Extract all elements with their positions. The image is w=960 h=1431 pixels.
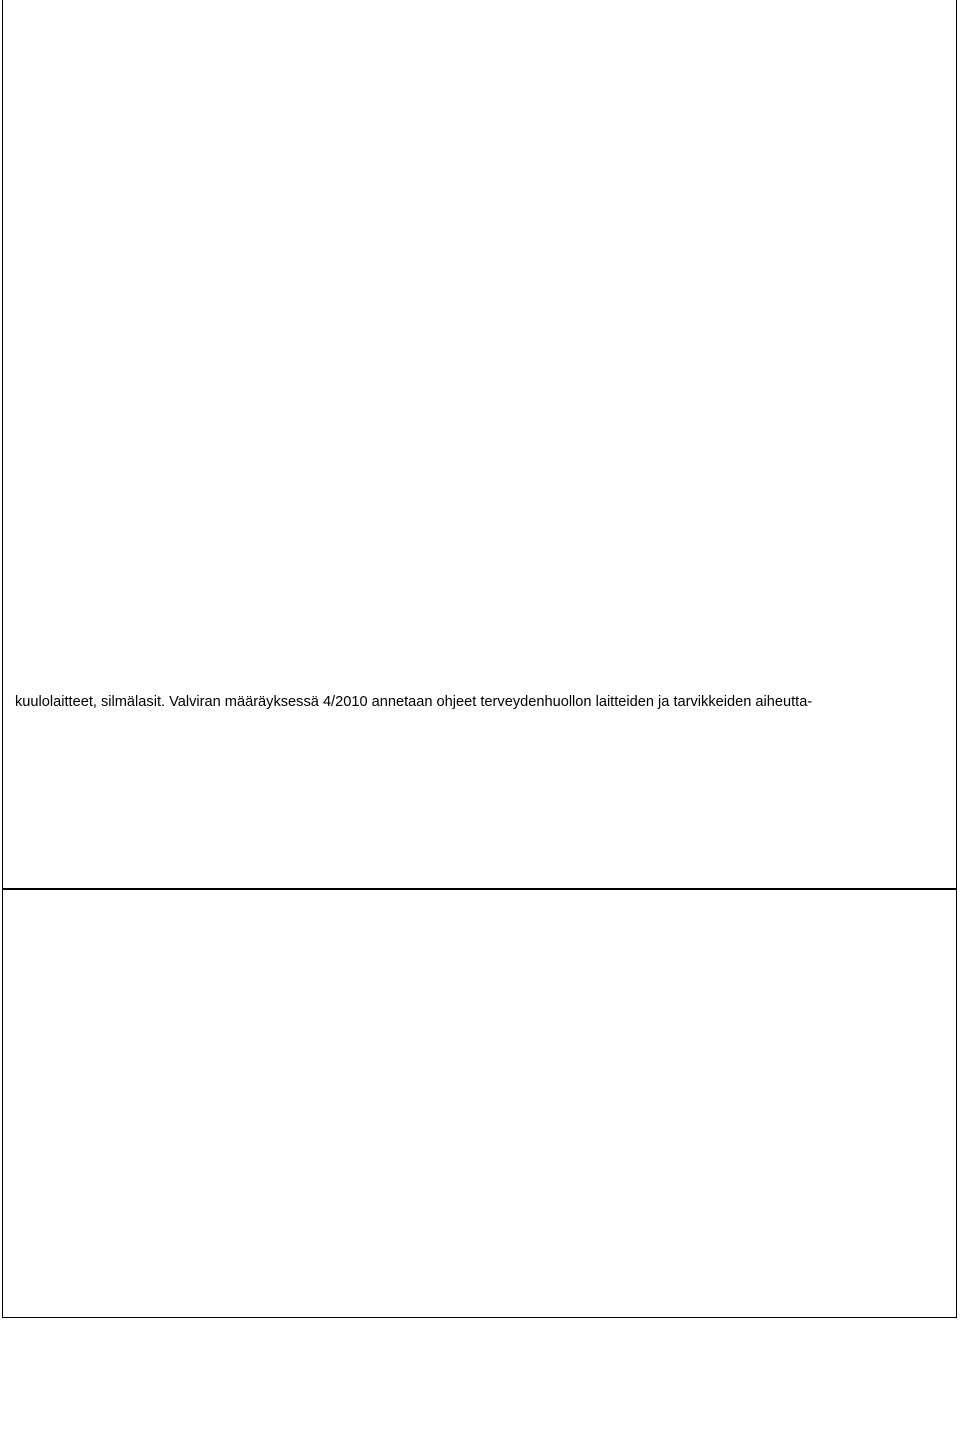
section-box-facilities <box>2 0 957 889</box>
section-box-contacts <box>2 889 957 1318</box>
apuvalineet-line-4: kuulolaitteet, silmälasit. Valviran määräyksessä 4/2010 annetaan ohjeet terveydenhuollon laitteiden ja tarvikkeiden aiheutta- <box>15 694 813 710</box>
